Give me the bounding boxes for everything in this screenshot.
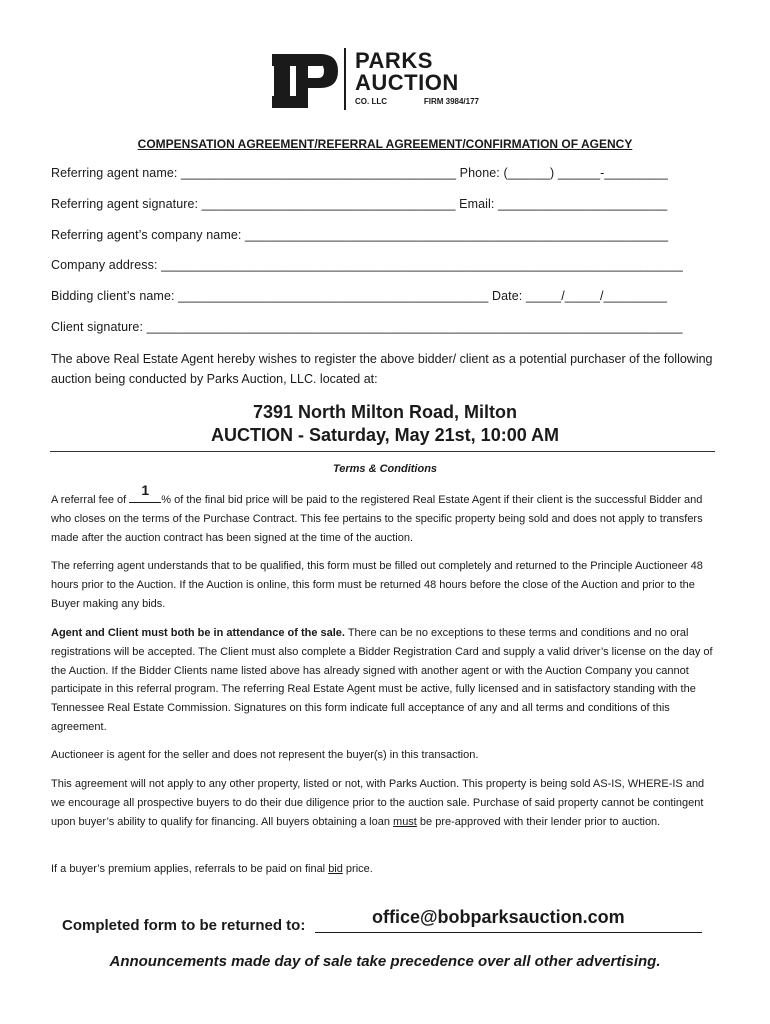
logo-subline xyxy=(355,97,479,106)
logo-divider xyxy=(344,48,346,110)
fee-suffix: % of the final bid price will be paid to the registered Real Estate Agent if their client is the successful Bidder and who closes on the terms of the Purchase Contract. This fee pertains to the specific property being sold and does not apply to transfers made after the auction contract has been signed at the time of the auction. xyxy=(51,494,703,544)
qualify-paragraph: The referring agent understands that to be qualified, this form must be filled out completely and returned to the Principle Auctioneer 48 hours prior to the Auction. If the Auction is online, this form must be returned 48 hours before the close of the Auction and prior to the Buyer making any bids. xyxy=(51,560,703,610)
fee-paragraph xyxy=(51,482,721,547)
attendance-paragraph xyxy=(51,624,721,737)
logo-firm: FIRM 3984/177 xyxy=(423,97,479,106)
return-underline xyxy=(315,932,702,933)
document-title: COMPENSATION AGREEMENT/REFERRAL AGREEMENT/CONFIRMATION OF AGENCY xyxy=(137,137,633,151)
fee-input[interactable] xyxy=(129,482,161,503)
premium-bid: bid xyxy=(328,863,343,875)
fee-prefix: A referral fee of xyxy=(51,494,127,506)
logo-wordmark xyxy=(355,50,479,106)
return-email[interactable]: office@bobparksauction.com xyxy=(372,907,625,927)
pa-monogram-icon xyxy=(272,46,344,112)
field-client-name[interactable]: Bidding client’s name: ____________________________________________ Date: _____/_____/_________ xyxy=(51,289,668,303)
announcement: Announcements made day of sale take precedence over all other advertising. xyxy=(109,953,661,970)
auction-date: AUCTION - Saturday, May 21st, 10:00 AM xyxy=(210,425,560,445)
return-label: Completed form to be returned to: xyxy=(62,917,306,934)
property-paragraph xyxy=(51,775,721,831)
logo-line-auction: AUCTION xyxy=(355,70,459,95)
attendance-rest: There can be no exceptions to these terms and conditions and no oral registrations will be accepted. The Client must also complete a Bidder Registration Card and supply a valid driver’s license on the day of the Auction. If the Bidder Clients name listed above has already signed with another agent or with the Auction Company you cannot participate in this referral program. The referring Real Estate Agent must be active, fully licensed and in satisfactory standing with the Tennessee Real Estate Commission. Signatures on this form indicate full acceptance of any and all terms and conditions of this agreement. xyxy=(51,627,713,733)
property-part2: be pre-approved with their lender prior to auction. xyxy=(416,815,661,828)
field-agent-name[interactable]: Referring agent name: _______________________________________ Phone: (______) ______-_________ xyxy=(51,166,668,180)
premium-part1: If a buyer’s premium applies, referrals to be paid on final xyxy=(51,863,329,875)
fee-value: 1 xyxy=(141,482,150,498)
logo-company: CO. LLC xyxy=(355,97,387,106)
property-must: must xyxy=(393,815,417,828)
section-divider xyxy=(50,451,715,452)
logo-line-parks: PARKS xyxy=(355,48,433,73)
terms-heading: Terms & Conditions xyxy=(332,463,438,475)
attendance-bold: Agent and Client must both be in attendance of the sale. xyxy=(51,627,345,639)
field-company-name[interactable]: Referring agent’s company name: ____________________________________________________________ xyxy=(51,228,669,242)
field-agent-signature[interactable]: Referring agent signature: ____________________________________ Email: ________________________ xyxy=(51,197,668,211)
premium-paragraph xyxy=(51,860,721,879)
premium-part2: price. xyxy=(342,863,373,875)
property-part1: This agreement will not apply to any other property, listed or not, with Parks Auction. This property is being sold AS-IS, WHERE-IS and we encourage all prospective buyers to do their due diligence prior to the auction sale. Purchase of said property cannot be contingent upon buyer’s ability to qualify for financing. All buyers obtaining a loan xyxy=(51,778,705,828)
intro-paragraph: The above Real Estate Agent hereby wishes to register the above bidder/ client as a potential purchaser of the following auction being conducted by Parks Auction, LLC. located at: xyxy=(51,352,713,386)
field-client-signature[interactable]: Client signature: ____________________________________________________________________________ xyxy=(51,320,683,334)
field-company-address[interactable]: Company address: __________________________________________________________________________ xyxy=(51,258,683,272)
auction-address: 7391 North Milton Road, Milton xyxy=(253,402,517,422)
agent-paragraph: Auctioneer is agent for the seller and does not represent the buyer(s) in this transaction. xyxy=(51,749,479,761)
